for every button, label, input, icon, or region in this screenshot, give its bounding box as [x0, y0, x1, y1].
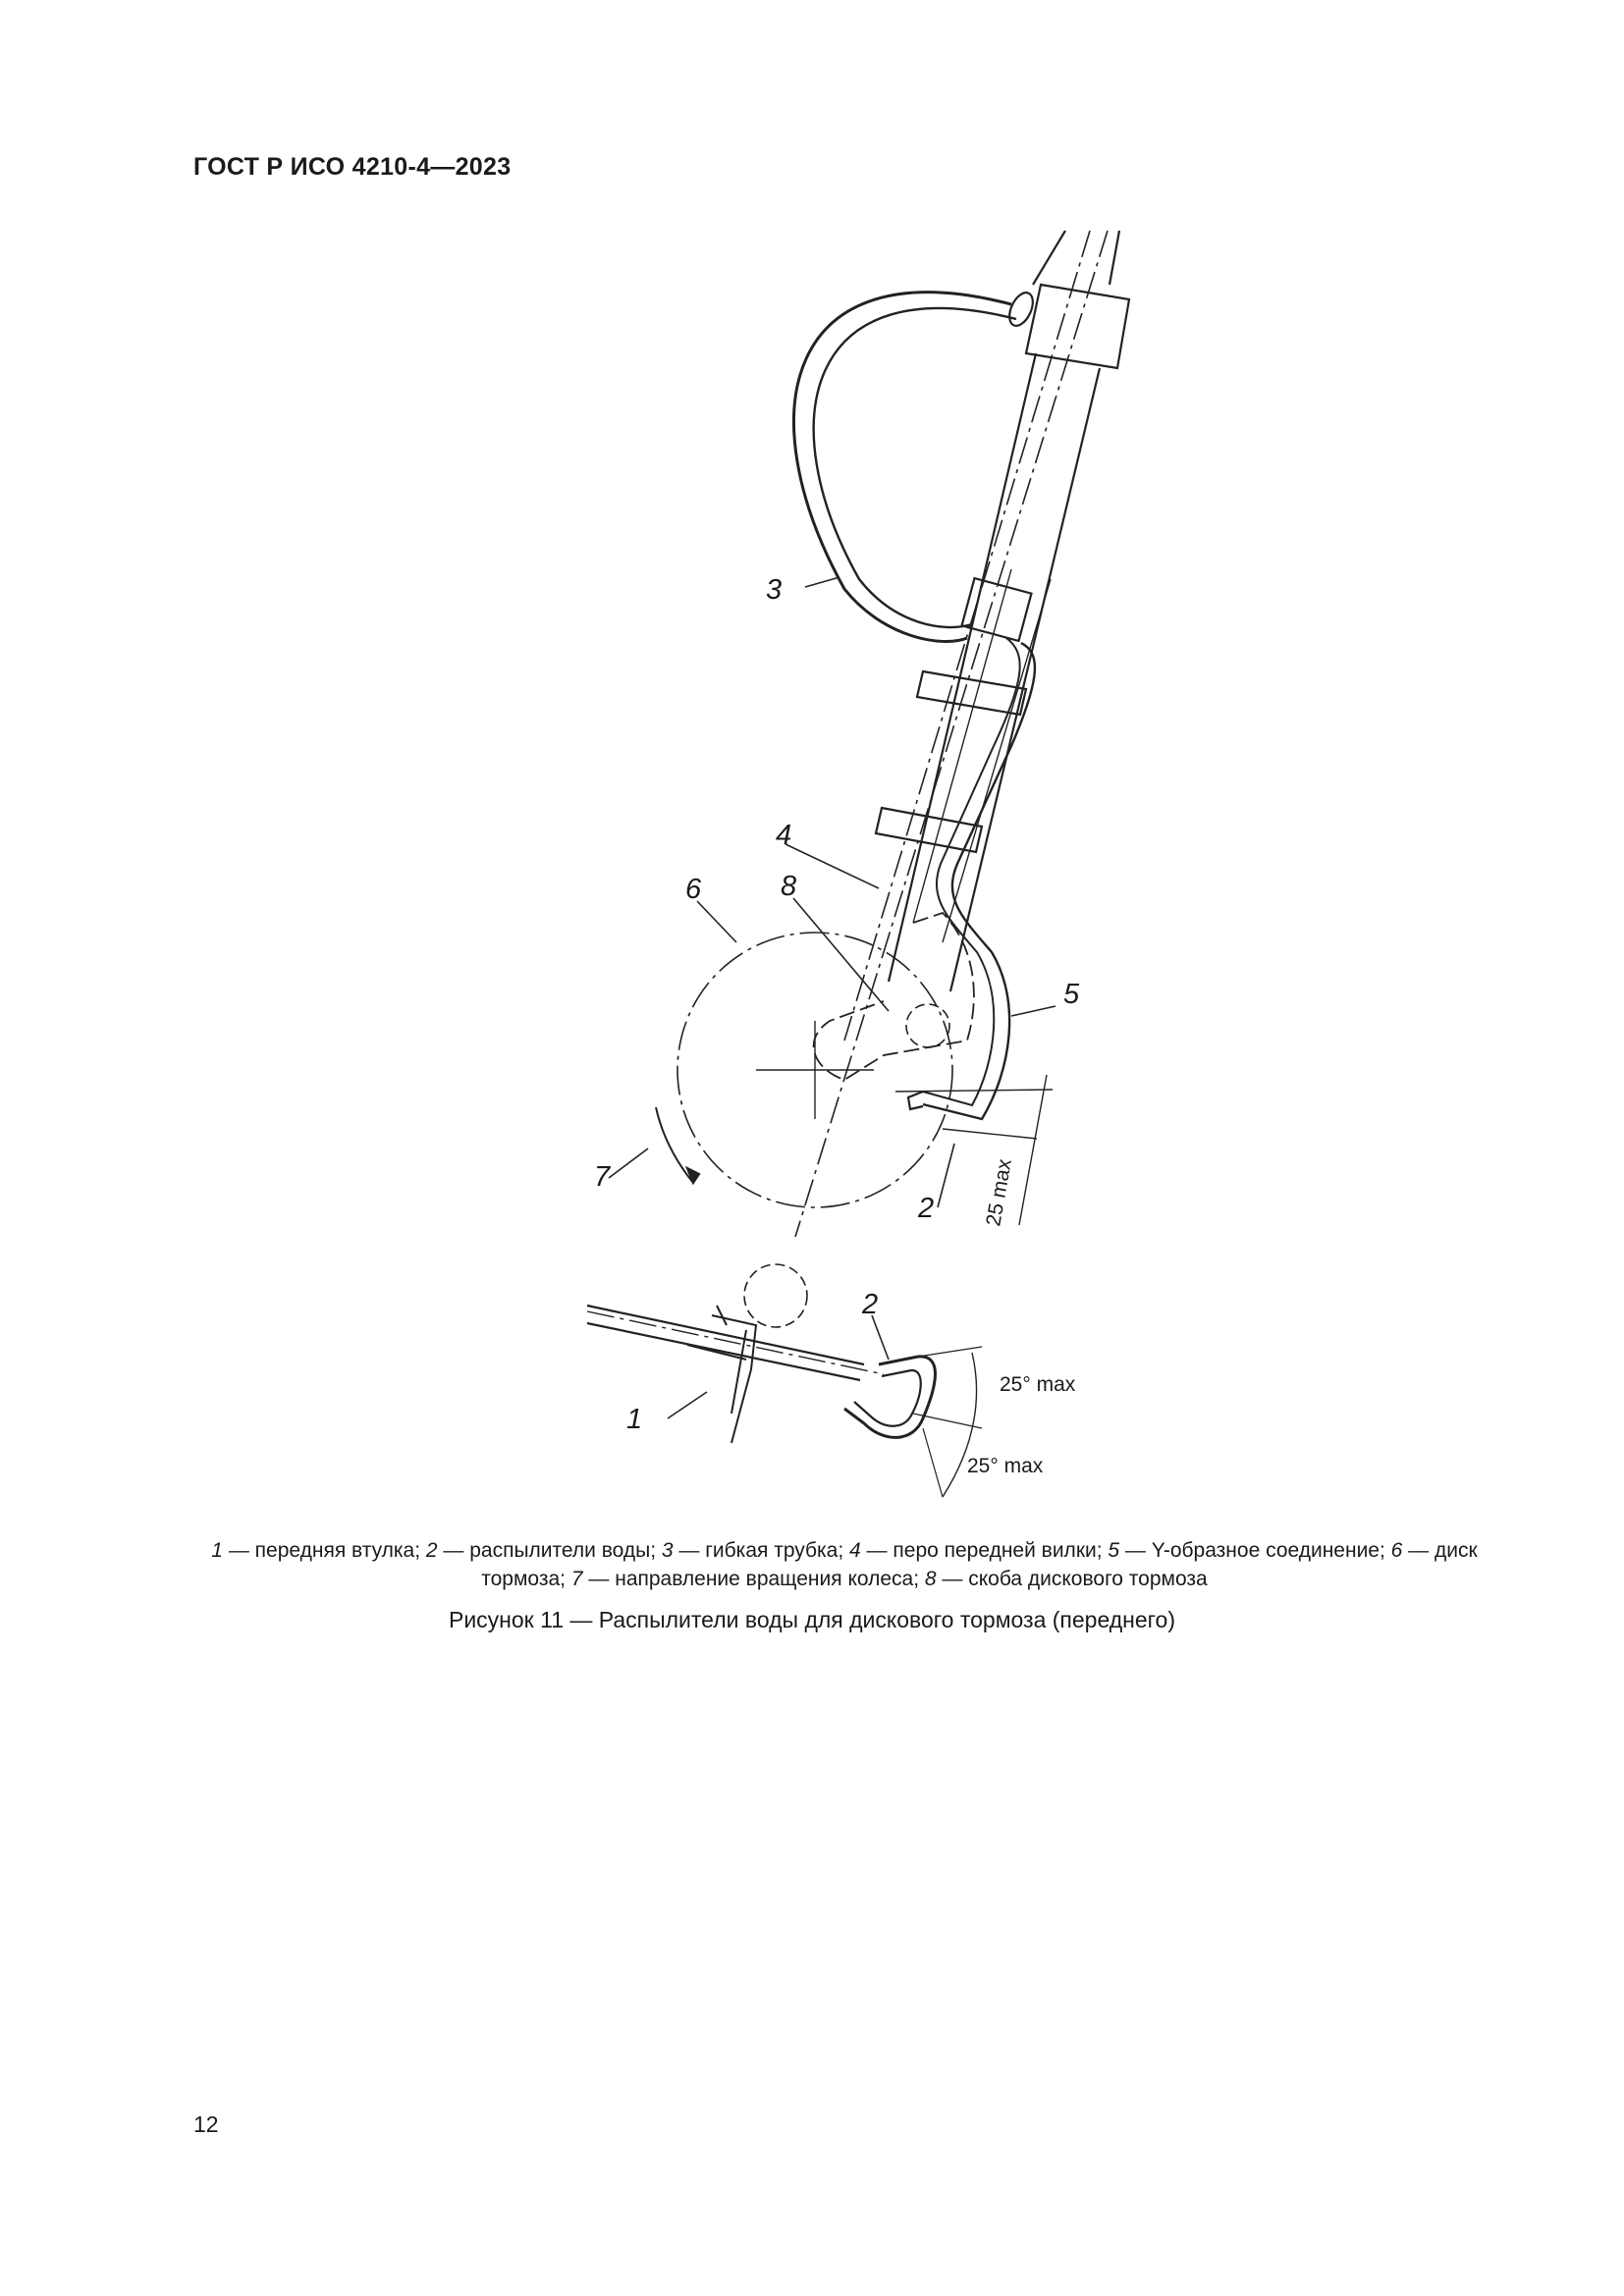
- dim-line-1: [895, 1090, 1053, 1092]
- axle-circle: [906, 1004, 949, 1047]
- hub-axle-outline-bot: [587, 1323, 860, 1380]
- callout-4: 4: [776, 820, 792, 851]
- sprayer-detail-inner: [854, 1370, 921, 1426]
- callout-1: 1: [626, 1404, 643, 1435]
- leader-6: [697, 901, 736, 942]
- angle-ref-lower: [923, 1428, 943, 1497]
- figure-caption: Рисунок 11 — Распылители воды для дискового тормоза (переднего): [448, 1607, 1175, 1632]
- page-number: 12: [193, 2111, 219, 2137]
- callout-8: 8: [781, 871, 797, 902]
- dim-arrow-line: [1019, 1075, 1047, 1225]
- leader-2-upper: [938, 1144, 954, 1207]
- dim-line-2: [943, 1129, 1037, 1139]
- flexible-tube-inner: [814, 308, 1016, 627]
- legend-item: 4 — перо передней вилки;: [849, 1539, 1109, 1562]
- callout-2-lower: 2: [862, 1289, 879, 1320]
- sprayer-tip: [908, 1092, 923, 1109]
- leader-2-lower: [872, 1315, 889, 1360]
- leader-5: [1011, 1006, 1056, 1016]
- rigid-pipe-inner: [923, 638, 1020, 1105]
- callout-3: 3: [766, 574, 783, 606]
- leader-3: [805, 577, 839, 587]
- callout-6: 6: [685, 874, 702, 905]
- legend-item: 1 — передняя втулка;: [211, 1539, 426, 1562]
- legend-item: 3 — гибкая трубка;: [661, 1539, 850, 1562]
- callout-7: 7: [594, 1161, 611, 1193]
- rotation-arrow-head: [687, 1168, 699, 1183]
- callout-2-upper: 2: [918, 1193, 935, 1224]
- legend-item: 2 — распылители воды;: [425, 1539, 662, 1562]
- leader-4: [785, 844, 879, 888]
- hub-circle: [744, 1264, 807, 1327]
- legend-item: 5 — Y-образное соединение;: [1108, 1539, 1391, 1562]
- document-header: ГОСТ Р ИСО 4210-4—2023: [193, 153, 512, 181]
- legend-item: 6 — диск тормоза;: [481, 1539, 1478, 1590]
- flexible-tube: [794, 293, 1011, 642]
- leader-8: [793, 898, 889, 1011]
- legend-item: 8 — скоба дискового тормоза: [924, 1568, 1208, 1590]
- angle-upper-label: 25° max: [1000, 1373, 1076, 1396]
- figure-legend: [167, 1536, 1522, 1593]
- fork-leg-left: [889, 353, 1036, 982]
- dimension-25max: 25 max: [982, 1157, 1016, 1228]
- legend-item: 7 — направление вращения колеса;: [570, 1568, 925, 1590]
- leader-7: [609, 1148, 648, 1178]
- angle-lower-label: 25° max: [967, 1455, 1044, 1477]
- steerer-left: [1033, 231, 1065, 285]
- hub-body: [687, 1306, 756, 1443]
- brake-caliper: [814, 913, 974, 1080]
- connector-block: [962, 578, 1032, 641]
- callout-5: 5: [1063, 979, 1080, 1010]
- leader-1: [668, 1392, 707, 1418]
- steerer-right: [1110, 231, 1119, 285]
- hub-axle-outline-top: [587, 1306, 864, 1364]
